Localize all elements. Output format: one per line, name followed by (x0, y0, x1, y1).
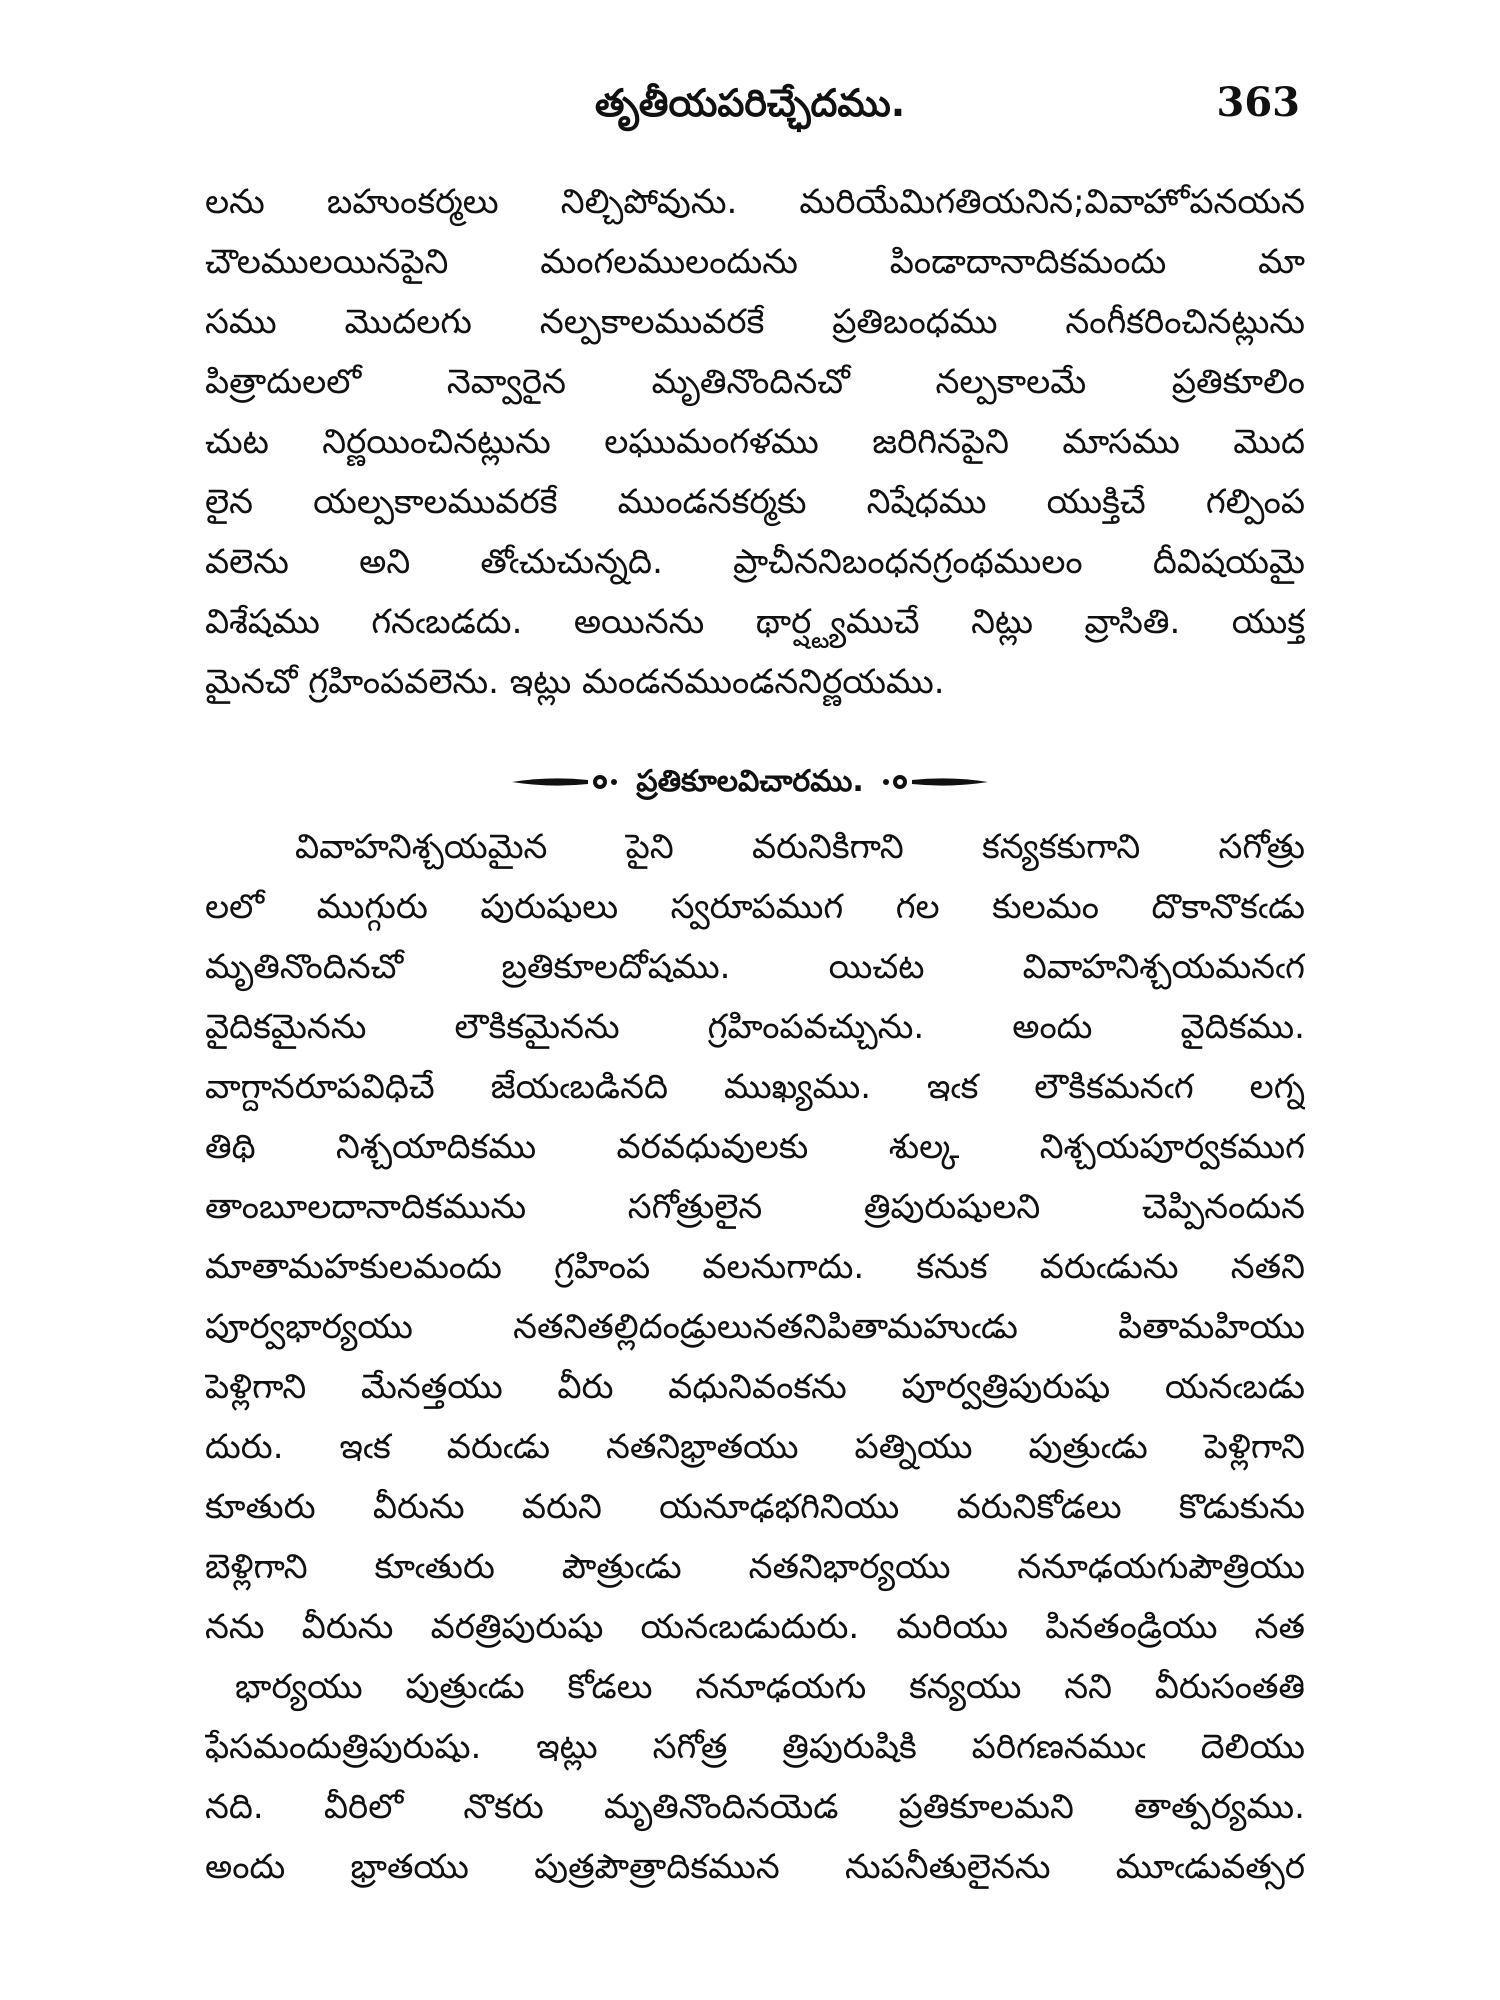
text-line: తాంబూలదానాదికమును సగోత్రులైన త్రిపురుషులని చెప్పినందున (205, 1187, 1305, 1227)
paragraph-mandana-nirnaya (205, 172, 1305, 712)
text-line: భార్యయు పుత్రుఁడు కోడలు ననూఢయగు కన్యయు నని వీరుసంతతి (235, 1667, 1305, 1707)
running-header-title: తృతీయపరిచ్ఛేదము. (594, 81, 906, 125)
text-line: ఫేసమందుత్రిపురుషు. ఇట్లు సగోత్ర త్రిపురుషికి పరిగణనముఁ దెలియు (205, 1727, 1305, 1767)
text-line: వాగ్దానరూపవిధిచే జేయఁబడినది ముఖ్యము. ఇఁక లౌకికమనఁగ లగ్న (205, 1067, 1305, 1107)
text-line: లను బహుంకర్మలు నిల్చిపోవును. మరియేమిగతియనిన;వివాహోపనయన (205, 182, 1305, 222)
text-line: కూతురు వీరును వరుని యనూఢభగినియు వరునికోడలు కొడుకును (205, 1487, 1305, 1527)
text-line: పిత్రాదులలో నెవ్వారైన మృతినొందినచో నల్పకాలమే ప్రతికూలిం (205, 362, 1305, 402)
text-line: అందు భ్రాతయు పుత్రపౌత్రాదికమున నుపనీతులైనను మూఁడువత్సర (205, 1847, 1305, 1887)
page-number: 363 (1216, 79, 1300, 126)
paragraph-pratikula-vicharam (205, 817, 1305, 1897)
text-line: సము మొదలగు నల్పకాలమువరకే ప్రతిబంధము నంగీకరించినట్లును (205, 302, 1305, 342)
section-heading-text: ప్రతికూలవిచారము. (636, 764, 864, 799)
text-line: వైదికమైనను లౌకికమైనను గ్రహింపవచ్చును. అందు వైదికము. (205, 1007, 1305, 1047)
text-line: పూర్వభార్యయు నతనితల్లిదండ్రులునతనిపితామహుఁడు పితామహియు (205, 1307, 1305, 1347)
section-heading (0, 752, 1500, 812)
text-line: నను వీరును వరత్రిపురుషు యనఁబడుదురు. మరియు పినతండ్రియు నత (205, 1607, 1305, 1647)
text-line: విశేషము గనఁబడదు. అయినను థార్ష్ట్యముచే నిట్లు వ్రాసితి. యుక్త (205, 602, 1305, 642)
text-line: పెళ్లిగాని మేనత్తయు వీరు వధునివంకను పూర్వత్రిపురుషు యనఁబడు (205, 1367, 1305, 1407)
text-line: వలెను అని తోఁచుచున్నది. ప్రాచీననిబంధనగ్రంథములం దీవిషయమై (205, 542, 1305, 582)
text-line: నది. వీరిలో నొకరు మృతినొందినయెడ ప్రతికూలమని తాత్పర్యము. (205, 1787, 1305, 1827)
text-line: మైనచో గ్రహింపవలెను. ఇట్లు మండనముండననిర్ణయము. (205, 662, 945, 702)
text-line: తిథి నిశ్చయాదికము వరవధువులకు శుల్క నిశ్చయపూర్వకముగ (205, 1127, 1305, 1167)
left-ornament-icon (510, 772, 620, 792)
text-line: లలో ముగ్గురు పురుషులు స్వరూపముగ గల కులమం దొకానొకఁడు (205, 887, 1305, 927)
text-line: మృతినొందినచో బ్రతికూలదోషము. యిచట వివాహనిశ్చయమనఁగ (205, 947, 1305, 987)
text-line: దురు. ఇఁక వరుఁడు నతనిభ్రాతయు పత్నియు పుత్రుఁడు పెళ్లిగాని (205, 1427, 1305, 1467)
text-line: వివాహనిశ్చయమైన పైని వరునికిగాని కన్యకకుగాని సగోత్రు (295, 827, 1305, 867)
text-line: లైన యల్పకాలమువరకే ముండనకర్మకు నిషేధము యుక్తిచే గల్పింప (205, 482, 1305, 522)
text-line: చౌలములయినపైని మంగలములందును పిండాదానాదికమందు మా (205, 242, 1305, 282)
text-line: మాతామహకులమందు గ్రహింప వలనుగాదు. కనుక వరుఁడును నతని (205, 1247, 1305, 1287)
text-line: చుట నిర్ణయించినట్లును లఘుమంగళము జరిగినపైని మాసము మొద (205, 422, 1305, 462)
text-line: బెళ్లిగాని కూఁతురు పౌత్రుఁడు నతనిభార్యయు ననూఢయగుపౌత్రియు (205, 1547, 1305, 1587)
right-ornament-icon (880, 772, 990, 792)
